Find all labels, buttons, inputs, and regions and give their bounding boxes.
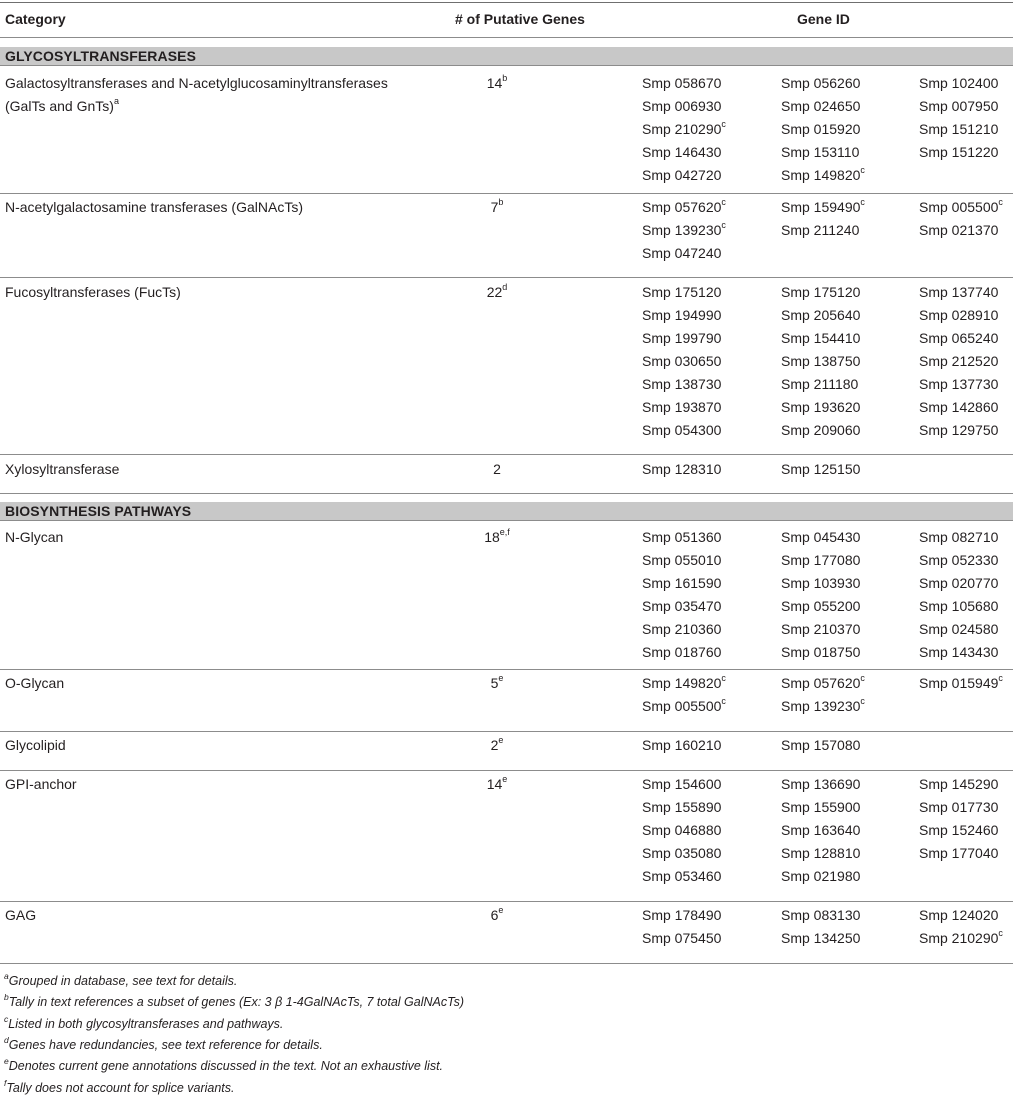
footnote-mark: c [998, 197, 1003, 208]
cell-text: Smp 006930 [642, 98, 722, 114]
gene-id-cell [642, 72, 721, 95]
gene-id-cell [781, 396, 860, 419]
cell-text: (GalTs and GnTs) [5, 98, 114, 114]
footnote-text: Denotes current gene annotations discussed in the text. Not an exhaustive list. [8, 1059, 444, 1073]
gene-id-cell [642, 672, 726, 695]
cell-text: Smp 159490 [781, 199, 861, 215]
gene-id-cell [781, 72, 860, 95]
row-rule [0, 669, 1013, 670]
cell-text: GAG [5, 907, 37, 923]
footnote-text: Listed in both glycosyltransferases and pathways. [8, 1017, 284, 1031]
cell-text: Fucosyltransferases (FucTs) [5, 284, 181, 300]
gene-id-cell [642, 641, 721, 664]
section-top-rule [0, 493, 1013, 494]
cell-text: Smp 128310 [642, 461, 722, 477]
footnote-mark: c [998, 928, 1003, 939]
footnote-mark: b [498, 197, 504, 208]
cell-text: Smp 153110 [781, 144, 860, 160]
cell-text: Smp 054300 [642, 422, 722, 438]
category-line [5, 526, 435, 549]
cell-text: Smp 154600 [642, 776, 722, 792]
cell-text: Xylosyltransferase [5, 461, 120, 477]
cell-text: Smp 138730 [642, 376, 722, 392]
footnote-mark: d [4, 1034, 9, 1045]
gene-id-cell [781, 842, 860, 865]
gene-id-cell [919, 618, 998, 641]
category-cell [5, 773, 435, 796]
gene-id-cell [919, 95, 998, 118]
cell-text: Smp 212520 [919, 353, 999, 369]
cell-text: 2 [493, 461, 501, 477]
cell-text: Smp 125150 [781, 461, 861, 477]
section-header [0, 47, 1013, 66]
cell-text: Smp 024650 [781, 98, 861, 114]
cell-text: Smp 138750 [781, 353, 861, 369]
gene-count-cell [467, 672, 527, 695]
gene-id-cell [642, 695, 726, 718]
gene-id-cell [642, 618, 721, 641]
category-line [5, 773, 435, 796]
row-rule [0, 963, 1013, 964]
cell-text: Smp 177080 [781, 552, 861, 568]
gene-count-cell [467, 773, 527, 796]
gene-id-cell [919, 118, 998, 141]
section-title: GLYCOSYLTRANSFERASES [5, 48, 197, 64]
category-line [5, 734, 435, 757]
gene-id-cell [781, 672, 865, 695]
cell-text: 7 [490, 199, 499, 215]
footnote-mark: b [502, 73, 508, 84]
cell-text: 22 [486, 284, 503, 300]
footnote-mark: c [721, 673, 726, 684]
cell-text: Smp 028910 [919, 307, 999, 323]
cell-text: Smp 035080 [642, 845, 722, 861]
footnote [4, 970, 238, 989]
cell-text: N-Glycan [5, 529, 64, 545]
cell-text: Smp 151210 [919, 121, 999, 137]
category-cell [5, 458, 435, 481]
cell-text: Smp 124020 [919, 907, 999, 923]
category-cell [5, 672, 435, 695]
gene-id-cell [642, 904, 721, 927]
header-category: Category [5, 11, 66, 27]
cell-text: Smp 018750 [781, 644, 861, 660]
gene-id-cell [642, 350, 721, 373]
cell-text: Smp 021980 [781, 868, 861, 884]
cell-text: Smp 129750 [919, 422, 999, 438]
cell-text: 18 [484, 529, 500, 545]
gene-id-cell [781, 796, 860, 819]
gene-id-cell [642, 773, 721, 796]
gene-id-cell [781, 526, 860, 549]
cell-text: Smp 154410 [781, 330, 861, 346]
cell-text: Smp 152460 [919, 822, 999, 838]
gene-id-cell [642, 734, 721, 757]
category-line [5, 672, 435, 695]
cell-text: Galactosyltransferases and N-acetylglucosaminyltransferases [5, 75, 388, 91]
category-cell [5, 526, 435, 549]
cell-text: Smp 157080 [781, 737, 861, 753]
category-cell [5, 72, 435, 118]
gene-id-cell [919, 419, 998, 442]
cell-text: Smp 046880 [642, 822, 722, 838]
cell-text: Smp 057620 [781, 675, 861, 691]
gene-id-cell [642, 865, 721, 888]
cell-text: Smp 209060 [781, 422, 861, 438]
gene-id-cell [642, 819, 721, 842]
footnote-mark: c [860, 696, 865, 707]
gene-id-cell [642, 141, 721, 164]
footnote-mark: e [498, 735, 504, 746]
header-gene-id: Gene ID [797, 11, 850, 27]
footnote-text: Tally in text references a subset of genes (Ex: 3 β 1-4GalNAcTs, 7 total GalNAcTs) [8, 995, 465, 1009]
gene-id-cell [781, 618, 860, 641]
footnote-text: Tally does not account for splice variants. [6, 1081, 235, 1095]
cell-text: 14 [486, 776, 503, 792]
gene-id-cell [919, 796, 998, 819]
table-top-rule [0, 2, 1013, 3]
gene-id-cell [919, 327, 998, 350]
footnote-mark: c [721, 220, 726, 231]
footnote-mark: c [860, 165, 865, 176]
cell-text: Smp 018760 [642, 644, 722, 660]
cell-text: Smp 082710 [919, 529, 999, 545]
cell-text: Smp 210290 [919, 930, 999, 946]
footnote-text: Grouped in database, see text for details. [8, 974, 238, 988]
footnote-mark: c [721, 119, 726, 130]
gene-id-cell [642, 304, 721, 327]
gene-id-cell [642, 219, 726, 242]
header-count: # of Putative Genes [455, 11, 585, 27]
cell-text: Smp 024580 [919, 621, 999, 637]
cell-text: Smp 042720 [642, 167, 722, 183]
gene-id-cell [642, 595, 721, 618]
gene-id-cell [781, 458, 860, 481]
category-line [5, 281, 435, 304]
gene-id-cell [642, 196, 726, 219]
footnote-mark: e [498, 673, 504, 684]
cell-text: Smp 205640 [781, 307, 861, 323]
gene-id-cell [919, 904, 998, 927]
cell-text: Smp 210290 [642, 121, 722, 137]
cell-text: Smp 211180 [781, 376, 859, 392]
cell-text: Smp 128810 [781, 845, 861, 861]
cell-text: GPI-anchor [5, 776, 77, 792]
gene-id-cell [642, 281, 721, 304]
gene-id-cell [642, 796, 721, 819]
cell-text: Smp 193870 [642, 399, 722, 415]
gene-id-cell [781, 595, 860, 618]
cell-text: Smp 047240 [642, 245, 722, 261]
footnote-mark: e [502, 774, 508, 785]
category-cell [5, 281, 435, 304]
gene-id-cell [781, 219, 859, 242]
gene-id-cell [781, 350, 860, 373]
cell-text: Smp 139230 [642, 222, 722, 238]
gene-id-cell [781, 373, 858, 396]
cell-text: Smp 211240 [781, 222, 860, 238]
cell-text: Smp 030650 [642, 353, 722, 369]
gene-id-cell [919, 672, 1003, 695]
footnote-mark: c [721, 696, 726, 707]
cell-text: Smp 053460 [642, 868, 722, 884]
cell-text: Smp 055010 [642, 552, 722, 568]
cell-text: Smp 194990 [642, 307, 722, 323]
cell-text: Smp 015949 [919, 675, 999, 691]
category-cell [5, 904, 435, 927]
footnote-mark: a [113, 96, 119, 107]
gene-id-cell [919, 350, 998, 373]
cell-text: 14 [486, 75, 503, 91]
gene-id-cell [781, 196, 865, 219]
cell-text: Smp 146430 [642, 144, 722, 160]
footnote [4, 1077, 235, 1096]
gene-id-cell [781, 304, 860, 327]
gene-id-cell [781, 927, 860, 950]
footnote-mark: e [498, 905, 504, 916]
gene-id-cell [642, 842, 721, 865]
row-rule [0, 193, 1013, 194]
cell-text: Smp 103930 [781, 575, 861, 591]
gene-id-cell [642, 373, 721, 396]
cell-text: Smp 020770 [919, 575, 999, 591]
cell-text: Smp 149820 [642, 675, 722, 691]
footnote-mark: e [4, 1055, 9, 1066]
gene-id-cell [642, 164, 721, 187]
row-rule [0, 731, 1013, 732]
gene-count-cell [467, 904, 527, 927]
footnote-mark: c [721, 197, 726, 208]
cell-text: Smp 058670 [642, 75, 722, 91]
gene-id-cell [781, 734, 860, 757]
cell-text: Smp 065240 [919, 330, 999, 346]
cell-text: Smp 163640 [781, 822, 861, 838]
cell-text: Smp 161590 [642, 575, 722, 591]
gene-id-cell [919, 572, 998, 595]
footnote-mark: c [860, 197, 865, 208]
cell-text: Smp 017730 [919, 799, 999, 815]
cell-text: Smp 105680 [919, 598, 999, 614]
gene-count-cell [467, 458, 527, 481]
gene-id-cell [781, 419, 860, 442]
cell-text: Smp 178490 [642, 907, 722, 923]
gene-count-cell [467, 196, 527, 219]
gene-count-cell [467, 72, 527, 95]
gene-id-cell [781, 572, 860, 595]
category-cell [5, 196, 435, 219]
category-line [5, 72, 435, 95]
cell-text: Smp 051360 [642, 529, 722, 545]
section-header [0, 502, 1013, 521]
footnote-mark: a [4, 970, 9, 981]
cell-text: Smp 057620 [642, 199, 722, 215]
cell-text: Smp 175120 [781, 284, 861, 300]
cell-text: Smp 005500 [642, 698, 722, 714]
footnote-mark: d [502, 282, 508, 293]
gene-id-cell [781, 773, 860, 796]
cell-text: Smp 102400 [919, 75, 999, 91]
cell-text: Smp 035470 [642, 598, 722, 614]
gene-id-cell [642, 419, 721, 442]
cell-text: Smp 145290 [919, 776, 999, 792]
gene-id-cell [781, 118, 860, 141]
gene-count-cell [467, 526, 527, 549]
cell-text: Smp 137730 [919, 376, 999, 392]
footnote-mark: e,f [499, 527, 510, 538]
cell-text: Smp 083130 [781, 907, 861, 923]
cell-text: 5 [490, 675, 499, 691]
cell-text: Smp 199790 [642, 330, 722, 346]
footnote-mark: c [4, 1013, 9, 1024]
footnote-mark: c [998, 673, 1003, 684]
gene-id-cell [919, 549, 998, 572]
gene-id-cell [781, 141, 859, 164]
gene-id-cell [919, 304, 998, 327]
cell-text: Smp 055200 [781, 598, 861, 614]
cell-text: Smp 136690 [781, 776, 861, 792]
gene-id-cell [642, 95, 721, 118]
gene-id-cell [919, 773, 998, 796]
gene-id-cell [919, 396, 998, 419]
cell-text: Smp 137740 [919, 284, 999, 300]
gene-id-cell [919, 196, 1003, 219]
gene-id-cell [919, 927, 1003, 950]
cell-text: Smp 175120 [642, 284, 722, 300]
gene-id-cell [642, 396, 721, 419]
cell-text: O-Glycan [5, 675, 65, 691]
gene-id-cell [642, 118, 726, 141]
cell-text: Smp 151220 [919, 144, 999, 160]
gene-id-cell [781, 327, 860, 350]
gene-id-cell [781, 904, 860, 927]
gene-id-cell [919, 819, 998, 842]
cell-text: Smp 007950 [919, 98, 999, 114]
footnote [4, 1013, 284, 1032]
gene-id-cell [919, 373, 998, 396]
cell-text: N-acetylgalactosamine transferases (GalNAcTs) [5, 199, 303, 215]
cell-text: Smp 149820 [781, 167, 861, 183]
cell-text: 6 [490, 907, 499, 923]
cell-text: Smp 015920 [781, 121, 861, 137]
category-line [5, 458, 435, 481]
gene-id-cell [919, 141, 998, 164]
gene-id-cell [919, 595, 998, 618]
footnote-text: Genes have redundancies, see text reference for details. [8, 1038, 323, 1052]
footnote-mark: b [4, 991, 9, 1002]
gene-id-cell [919, 526, 998, 549]
cell-text: Smp 177040 [919, 845, 999, 861]
row-rule [0, 770, 1013, 771]
cell-text: Smp 052330 [919, 552, 999, 568]
cell-text: Smp 155900 [781, 799, 861, 815]
cell-text: Smp 005500 [919, 199, 999, 215]
gene-id-cell [642, 327, 721, 350]
category-cell [5, 734, 435, 757]
footnote-mark: f [4, 1077, 7, 1088]
category-line [5, 196, 435, 219]
gene-id-cell [919, 842, 998, 865]
cell-text: Smp 210360 [642, 621, 722, 637]
cell-text: Smp 142860 [919, 399, 999, 415]
cell-text: Smp 155890 [642, 799, 722, 815]
cell-text: Smp 160210 [642, 737, 722, 753]
footnote-mark: c [860, 673, 865, 684]
row-rule [0, 454, 1013, 455]
cell-text: Smp 075450 [642, 930, 722, 946]
gene-id-cell [781, 281, 860, 304]
footnote [4, 1055, 444, 1074]
gene-id-cell [781, 695, 865, 718]
gene-id-cell [642, 526, 721, 549]
cell-text: Smp 210370 [781, 621, 861, 637]
gene-id-cell [642, 458, 721, 481]
footnote [4, 1034, 323, 1053]
gene-id-cell [781, 164, 865, 187]
cell-text: Smp 056260 [781, 75, 861, 91]
gene-id-cell [642, 927, 721, 950]
gene-id-cell [642, 572, 721, 595]
cell-text: Smp 143430 [919, 644, 999, 660]
footnote [4, 991, 465, 1010]
header-bottom-rule [0, 37, 1013, 38]
gene-count-cell [467, 734, 527, 757]
section-title: BIOSYNTHESIS PATHWAYS [5, 503, 192, 519]
row-rule [0, 901, 1013, 902]
cell-text: Smp 045430 [781, 529, 861, 545]
gene-id-cell [642, 549, 721, 572]
gene-id-cell [642, 242, 721, 265]
gene-id-cell [781, 865, 860, 888]
gene-id-cell [781, 95, 860, 118]
cell-text: Smp 021370 [919, 222, 999, 238]
gene-id-cell [919, 281, 998, 304]
cell-text: Glycolipid [5, 737, 66, 753]
category-line [5, 95, 435, 118]
gene-id-cell [919, 641, 998, 664]
gene-id-cell [919, 219, 998, 242]
cell-text: Smp 139230 [781, 698, 861, 714]
cell-text: Smp 134250 [781, 930, 861, 946]
cell-text: 2 [490, 737, 499, 753]
gene-id-cell [781, 819, 860, 842]
cell-text: Smp 193620 [781, 399, 861, 415]
gene-id-cell [781, 549, 860, 572]
row-rule [0, 277, 1013, 278]
gene-count-cell [467, 281, 527, 304]
category-line [5, 904, 435, 927]
gene-id-cell [781, 641, 860, 664]
gene-id-cell [919, 72, 998, 95]
